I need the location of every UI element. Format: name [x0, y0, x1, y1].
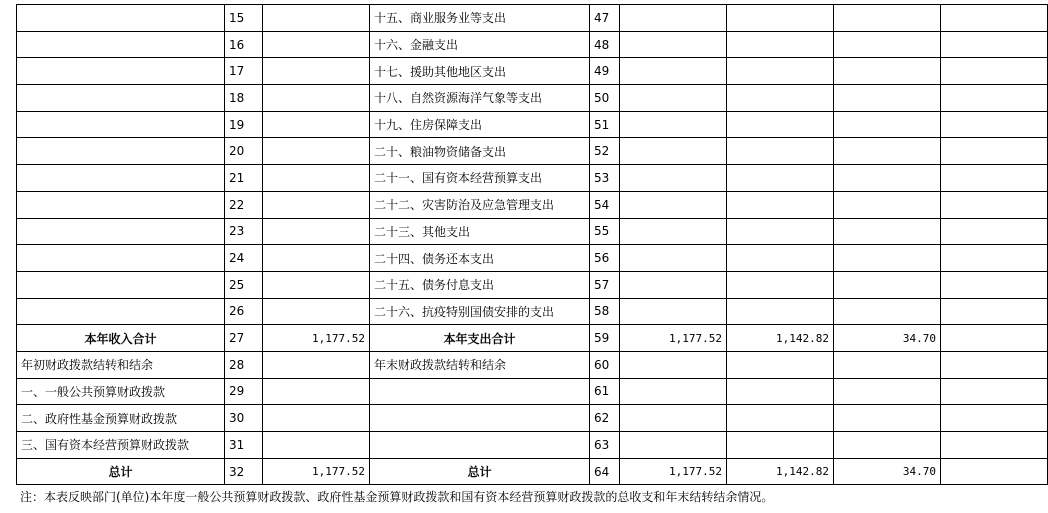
expense-project-cell: [834, 191, 941, 218]
expense-basic-cell: [727, 245, 834, 272]
income-item-cell: 年初财政拨款结转和结余: [17, 351, 225, 378]
income-item-cell: 本年收入合计: [17, 325, 225, 352]
expense-extra-cell: [941, 432, 1048, 459]
expense-item-cell: 十六、金融支出: [370, 31, 590, 58]
expense-total-cell: [620, 351, 727, 378]
expense-line-no-cell: 47: [590, 5, 620, 32]
expense-extra-cell: [941, 85, 1048, 112]
income-line-no-cell: 31: [225, 432, 263, 459]
income-line-no-cell: 15: [225, 5, 263, 32]
expense-extra-cell: [941, 405, 1048, 432]
expense-extra-cell: [941, 31, 1048, 58]
income-amount-cell: [263, 85, 370, 112]
expense-total-cell: [620, 378, 727, 405]
expense-item-cell: 总计: [370, 458, 590, 485]
income-item-cell: [17, 271, 225, 298]
expense-item-cell: [370, 405, 590, 432]
expense-total-cell: [620, 218, 727, 245]
expense-basic-cell: [727, 165, 834, 192]
expense-basic-cell: 1,142.82: [727, 325, 834, 352]
expense-extra-cell: [941, 111, 1048, 138]
expense-project-cell: [834, 378, 941, 405]
expense-total-cell: [620, 165, 727, 192]
expense-total-cell: [620, 271, 727, 298]
expense-line-no-cell: 56: [590, 245, 620, 272]
expense-item-cell: 年末财政拨款结转和结余: [370, 351, 590, 378]
expense-total-cell: [620, 191, 727, 218]
expense-total-cell: 1,177.52: [620, 325, 727, 352]
income-line-no-cell: 18: [225, 85, 263, 112]
income-line-no-cell: 28: [225, 351, 263, 378]
expense-project-cell: [834, 31, 941, 58]
expense-extra-cell: [941, 5, 1048, 32]
income-amount-cell: [263, 405, 370, 432]
expense-extra-cell: [941, 245, 1048, 272]
expense-line-no-cell: 50: [590, 85, 620, 112]
expense-extra-cell: [941, 378, 1048, 405]
income-item-cell: 总计: [17, 458, 225, 485]
income-amount-cell: [263, 5, 370, 32]
table-row: [17, 351, 1048, 378]
table-row: [17, 191, 1048, 218]
expense-basic-cell: [727, 218, 834, 245]
expense-total-cell: [620, 5, 727, 32]
expense-basic-cell: [727, 138, 834, 165]
table-row: [17, 138, 1048, 165]
expense-basic-cell: [727, 405, 834, 432]
expense-basic-cell: [727, 432, 834, 459]
expense-line-no-cell: 58: [590, 298, 620, 325]
table-body: [17, 5, 1048, 485]
expense-total-cell: [620, 298, 727, 325]
income-amount-cell: [263, 165, 370, 192]
income-item-cell: [17, 111, 225, 138]
expense-total-cell: [620, 432, 727, 459]
table-row: [17, 111, 1048, 138]
income-amount-cell: 1,177.52: [263, 458, 370, 485]
income-amount-cell: [263, 271, 370, 298]
expense-total-cell: [620, 85, 727, 112]
income-item-cell: [17, 191, 225, 218]
expense-total-cell: [620, 58, 727, 85]
income-amount-cell: [263, 351, 370, 378]
income-item-cell: [17, 58, 225, 85]
table-row: [17, 405, 1048, 432]
expense-basic-cell: [727, 58, 834, 85]
expense-total-cell: [620, 138, 727, 165]
expense-project-cell: [834, 405, 941, 432]
income-item-cell: [17, 85, 225, 112]
income-line-no-cell: 22: [225, 191, 263, 218]
expense-line-no-cell: 48: [590, 31, 620, 58]
table-row: [17, 165, 1048, 192]
income-line-no-cell: 27: [225, 325, 263, 352]
table-row: [17, 298, 1048, 325]
expense-basic-cell: [727, 271, 834, 298]
income-amount-cell: [263, 191, 370, 218]
expense-basic-cell: [727, 351, 834, 378]
income-amount-cell: [263, 111, 370, 138]
expense-item-cell: 十九、住房保障支出: [370, 111, 590, 138]
expense-project-cell: [834, 245, 941, 272]
income-item-cell: [17, 5, 225, 32]
expense-project-cell: 34.70: [834, 458, 941, 485]
expense-extra-cell: [941, 325, 1048, 352]
expense-project-cell: [834, 218, 941, 245]
expense-total-cell: [620, 111, 727, 138]
expense-extra-cell: [941, 351, 1048, 378]
table-row: [17, 245, 1048, 272]
income-line-no-cell: 26: [225, 298, 263, 325]
income-line-no-cell: 30: [225, 405, 263, 432]
table-row: [17, 85, 1048, 112]
income-item-cell: [17, 218, 225, 245]
expense-total-cell: [620, 405, 727, 432]
expense-extra-cell: [941, 58, 1048, 85]
table-row: [17, 218, 1048, 245]
expense-extra-cell: [941, 298, 1048, 325]
expense-item-cell: 二十一、国有资本经营预算支出: [370, 165, 590, 192]
income-amount-cell: [263, 218, 370, 245]
table-row: [17, 458, 1048, 485]
income-line-no-cell: 24: [225, 245, 263, 272]
expense-line-no-cell: 60: [590, 351, 620, 378]
income-item-cell: [17, 165, 225, 192]
table-row: [17, 378, 1048, 405]
income-amount-cell: [263, 245, 370, 272]
expense-project-cell: 34.70: [834, 325, 941, 352]
expense-total-cell: [620, 31, 727, 58]
expense-basic-cell: [727, 191, 834, 218]
table-row: [17, 58, 1048, 85]
income-amount-cell: [263, 138, 370, 165]
expense-project-cell: [834, 138, 941, 165]
expense-item-cell: 二十五、债务付息支出: [370, 271, 590, 298]
table-row: [17, 271, 1048, 298]
expense-item-cell: 二十四、债务还本支出: [370, 245, 590, 272]
income-amount-cell: 1,177.52: [263, 325, 370, 352]
income-amount-cell: [263, 378, 370, 405]
income-amount-cell: [263, 432, 370, 459]
income-line-no-cell: 19: [225, 111, 263, 138]
income-amount-cell: [263, 31, 370, 58]
expense-item-cell: 十七、援助其他地区支出: [370, 58, 590, 85]
table-row: [17, 31, 1048, 58]
expense-total-cell: [620, 245, 727, 272]
income-item-cell: [17, 31, 225, 58]
table-row: [17, 325, 1048, 352]
table-row: [17, 5, 1048, 32]
expense-project-cell: [834, 5, 941, 32]
expense-item-cell: 二十二、灾害防治及应急管理支出: [370, 191, 590, 218]
expense-item-cell: 二十、粮油物资储备支出: [370, 138, 590, 165]
expense-line-no-cell: 49: [590, 58, 620, 85]
expense-basic-cell: [727, 5, 834, 32]
expense-line-no-cell: 57: [590, 271, 620, 298]
expense-item-cell: 十五、商业服务业等支出: [370, 5, 590, 32]
fiscal-appropriation-table: [16, 4, 1048, 485]
expense-basic-cell: [727, 31, 834, 58]
expense-total-cell: 1,177.52: [620, 458, 727, 485]
expense-project-cell: [834, 111, 941, 138]
expense-item-cell: 二十三、其他支出: [370, 218, 590, 245]
expense-line-no-cell: 54: [590, 191, 620, 218]
expense-item-cell: 十八、自然资源海洋气象等支出: [370, 85, 590, 112]
expense-extra-cell: [941, 458, 1048, 485]
expense-project-cell: [834, 271, 941, 298]
expense-line-no-cell: 52: [590, 138, 620, 165]
expense-extra-cell: [941, 218, 1048, 245]
expense-line-no-cell: 64: [590, 458, 620, 485]
expense-project-cell: [834, 165, 941, 192]
expense-item-cell: [370, 378, 590, 405]
income-line-no-cell: 17: [225, 58, 263, 85]
income-line-no-cell: 25: [225, 271, 263, 298]
expense-basic-cell: [727, 298, 834, 325]
expense-project-cell: [834, 432, 941, 459]
expense-extra-cell: [941, 165, 1048, 192]
expense-extra-cell: [941, 191, 1048, 218]
table-row: [17, 432, 1048, 459]
expense-project-cell: [834, 351, 941, 378]
income-item-cell: [17, 245, 225, 272]
income-item-cell: 一、一般公共预算财政拨款: [17, 378, 225, 405]
expense-line-no-cell: 53: [590, 165, 620, 192]
income-amount-cell: [263, 58, 370, 85]
income-line-no-cell: 21: [225, 165, 263, 192]
income-line-no-cell: 29: [225, 378, 263, 405]
expense-item-cell: 本年支出合计: [370, 325, 590, 352]
expense-basic-cell: [727, 378, 834, 405]
expense-item-cell: [370, 432, 590, 459]
expense-project-cell: [834, 298, 941, 325]
expense-line-no-cell: 61: [590, 378, 620, 405]
expense-item-cell: 二十六、抗疫特别国债安排的支出: [370, 298, 590, 325]
expense-project-cell: [834, 58, 941, 85]
income-amount-cell: [263, 298, 370, 325]
expense-project-cell: [834, 85, 941, 112]
expense-basic-cell: [727, 85, 834, 112]
income-line-no-cell: 16: [225, 31, 263, 58]
income-line-no-cell: 32: [225, 458, 263, 485]
income-item-cell: [17, 298, 225, 325]
income-item-cell: 三、国有资本经营预算财政拨款: [17, 432, 225, 459]
expense-line-no-cell: 55: [590, 218, 620, 245]
income-item-cell: 二、政府性基金预算财政拨款: [17, 405, 225, 432]
expense-line-no-cell: 62: [590, 405, 620, 432]
table-note: 注：本表反映部门(单位)本年度一般公共预算财政拨款、政府性基金预算财政拨款和国有资本经营预算财政拨款的总收支和年末结转结余情况。: [20, 490, 774, 504]
expense-extra-cell: [941, 271, 1048, 298]
income-line-no-cell: 20: [225, 138, 263, 165]
expense-line-no-cell: 63: [590, 432, 620, 459]
expense-basic-cell: 1,142.82: [727, 458, 834, 485]
income-line-no-cell: 23: [225, 218, 263, 245]
expense-basic-cell: [727, 111, 834, 138]
expense-line-no-cell: 51: [590, 111, 620, 138]
expense-line-no-cell: 59: [590, 325, 620, 352]
income-item-cell: [17, 138, 225, 165]
expense-extra-cell: [941, 138, 1048, 165]
